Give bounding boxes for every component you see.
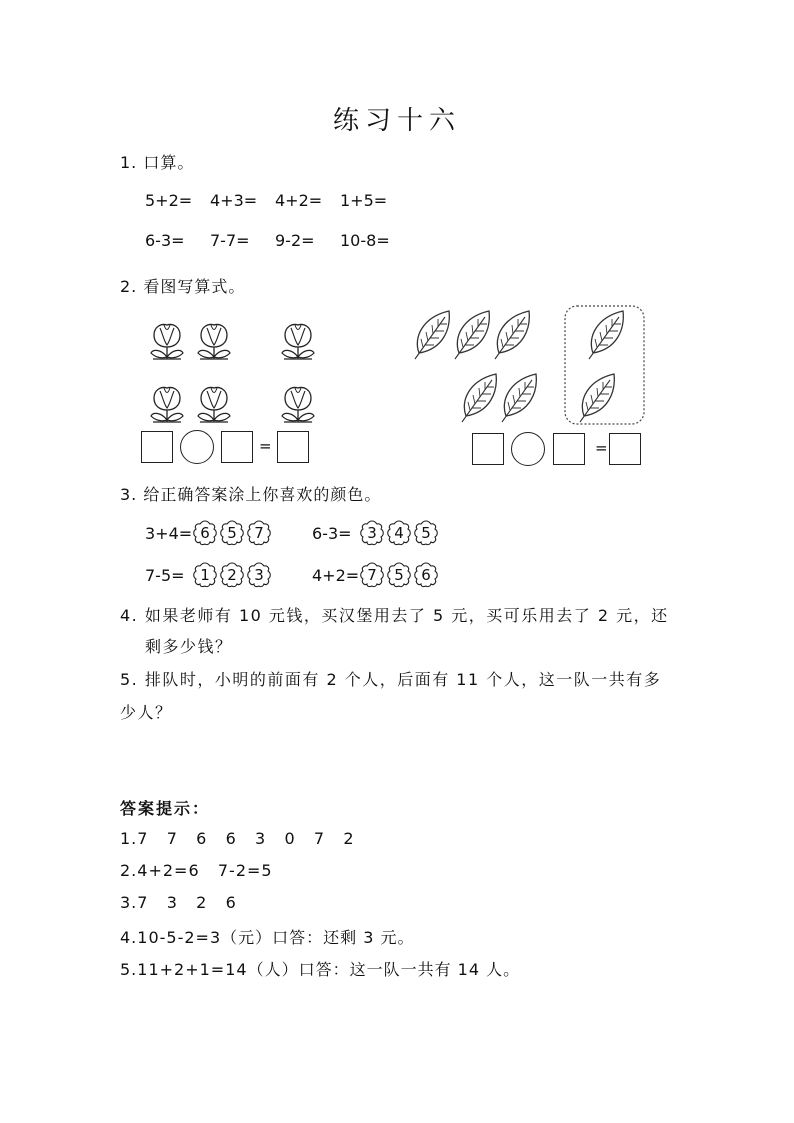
q1-item: 10-8= [340, 231, 390, 250]
answer-cloud[interactable] [387, 520, 411, 546]
option-number: 3 [367, 524, 377, 542]
option-number: 5 [394, 566, 404, 584]
option-number: 6 [200, 524, 210, 542]
answer-cloud[interactable] [414, 520, 438, 546]
option-number: 3 [254, 566, 264, 584]
operator-circle[interactable] [180, 430, 214, 464]
operator-circle[interactable] [511, 432, 545, 466]
page-title: 练习十六 [332, 106, 461, 136]
option-number: 5 [227, 524, 237, 542]
option-number: 5 [421, 524, 431, 542]
leaf-icon [455, 311, 489, 359]
q1-item: 7-7= [210, 231, 250, 250]
answer-cloud[interactable] [247, 562, 271, 588]
q5-line-2: 少人？ [120, 703, 173, 722]
q3-heading: 3. 给正确答案涂上你喜欢的颜色。 [120, 485, 382, 504]
answer-box[interactable] [553, 433, 585, 465]
q1-item: 9-2= [275, 231, 315, 250]
option-number: 1 [200, 566, 210, 584]
answer-cloud[interactable] [414, 562, 438, 588]
answer-box[interactable] [141, 431, 173, 463]
flower-icon [282, 324, 314, 359]
answer-box[interactable] [472, 433, 504, 465]
q4-line-2: 剩多少钱？ [145, 637, 233, 656]
answer-line: 3.7 3 2 6 [120, 893, 237, 912]
flower-icon [282, 387, 314, 422]
option-number: 6 [421, 566, 431, 584]
q5-line-1: 5. 排队时，小明的前面有 2 个人，后面有 11 个人，这一队一共有多 [120, 670, 662, 689]
q3-expression: 6-3= [312, 524, 352, 543]
q2-heading: 2. 看图写算式。 [120, 277, 246, 296]
flower-icon [198, 324, 230, 359]
answer-cloud[interactable] [193, 520, 217, 546]
answer-cloud[interactable] [387, 562, 411, 588]
equals-sign: = [259, 437, 272, 455]
answer-line: 5.11+2+1=14（人）口答：这一队一共有 14 人。 [120, 960, 521, 979]
q3-expression: 7-5= [145, 566, 185, 585]
answer-box[interactable] [221, 431, 253, 463]
q1-item: 1+5= [340, 191, 388, 210]
option-number: 2 [227, 566, 237, 584]
answers-title: 答案提示： [120, 799, 211, 818]
answer-cloud[interactable] [193, 562, 217, 588]
q4-line-1: 4. 如果老师有 10 元钱，买汉堡用去了 5 元，买可乐用去了 2 元，还 [120, 606, 669, 625]
equals-sign: = [595, 439, 608, 457]
answer-line: 2.4+2=6 7-2=5 [120, 861, 273, 880]
option-number: 4 [394, 524, 404, 542]
answer-cloud[interactable] [220, 562, 244, 588]
answer-box[interactable] [277, 431, 309, 463]
q3-expression: 3+4= [145, 524, 193, 543]
leaf-icon [589, 311, 623, 359]
flower-icon [151, 324, 183, 359]
q1-item: 4+2= [275, 191, 323, 210]
option-number: 7 [254, 524, 264, 542]
answer-line: 4.10-5-2=3（元）口答：还剩 3 元。 [120, 928, 415, 947]
q3-expression: 4+2= [312, 566, 360, 585]
option-number: 7 [367, 566, 377, 584]
leaf-icon [495, 311, 529, 359]
q1-item: 6-3= [145, 231, 185, 250]
q1-heading: 1. 口算。 [120, 153, 195, 172]
answer-cloud[interactable] [360, 520, 384, 546]
leaf-icon [415, 311, 449, 359]
answer-cloud[interactable] [247, 520, 271, 546]
leaf-icon [502, 374, 536, 422]
answer-cloud[interactable] [220, 520, 244, 546]
q1-item: 5+2= [145, 191, 193, 210]
leaf-icon [580, 374, 614, 422]
answer-cloud[interactable] [360, 562, 384, 588]
q1-item: 4+3= [210, 191, 258, 210]
leaf-icon [462, 374, 496, 422]
flower-icon [151, 387, 183, 422]
flower-icon [198, 387, 230, 422]
answer-line: 1.7 7 6 6 3 0 7 2 [120, 829, 355, 848]
answer-box[interactable] [609, 433, 641, 465]
